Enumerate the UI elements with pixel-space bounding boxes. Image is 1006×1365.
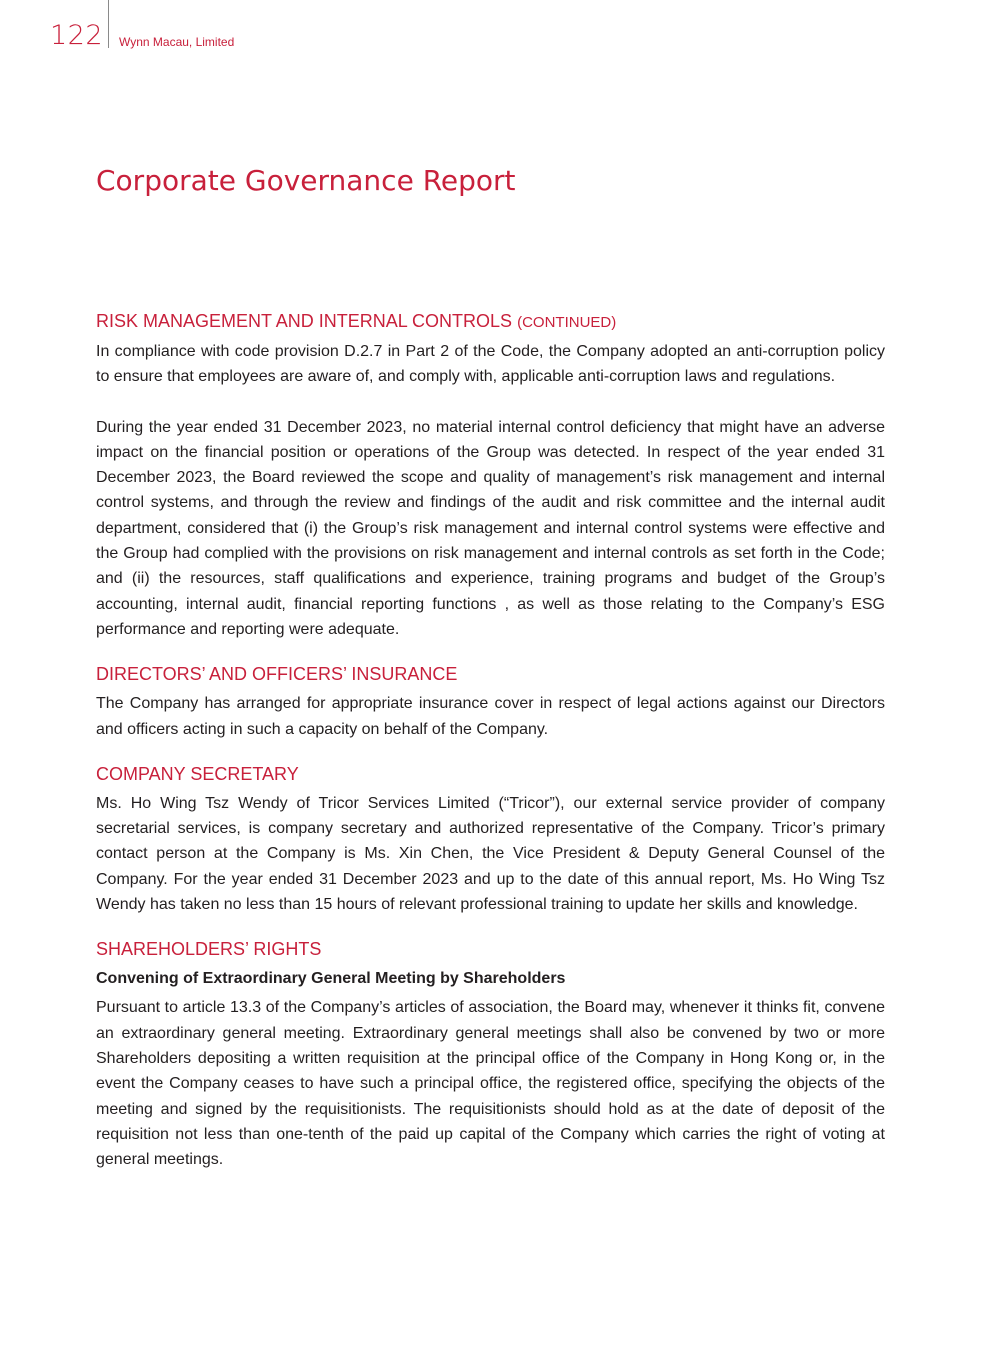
section-shareholders-rights: [96, 937, 885, 1172]
heading-text: RISK MANAGEMENT AND INTERNAL CONTROLS: [96, 311, 513, 331]
section-heading-risk-management: [96, 309, 885, 335]
paragraph-internal-control-review: During the year ended 31 December 2023, no material internal control deficiency that might have an adverse impact on the financial position or operations of the Group was detected. In respect of the year ended 31 December 2023, the Board reviewed the scope and quality of management’s risk management and internal control systems, and through the review and findings of the audit and risk committee and the internal audit department, considered that (i) the Group’s risk management and internal control systems were effective and the Group had complied with the provisions on risk management and internal controls as set forth in the Code; and (ii) the resources, staff qualifications and experience, training programs and budget of the Group’s accounting, internal audit, financial reporting functions , as well as those relating to the Company’s ESG performance and reporting were adequate.: [96, 418, 885, 638]
subheading-egm: Convening of Extraordinary General Meeting by Shareholders: [96, 970, 566, 988]
paragraph-egm: Pursuant to article 13.3 of the Company’s articles of association, the Board may, whenever it thinks fit, convene an extraordinary general meeting. Extraordinary general meetings shall also be convened by two or more Shareholders depositing a written requisition at the principal office of the Company in Hong Kong or, in the event the Company ceases to have such a principal office, the registered office, specifying the objects of the meeting and signed by the requisitionists. The requisitionists should hold as at the date of deposit of the requisition not less than one-tenth of the paid up capital of the Company which carries the right of voting at general meetings.: [96, 999, 885, 1169]
section-company-secretary: [96, 762, 885, 917]
continued-label: (CONTINUED): [517, 314, 617, 331]
paragraph-company-secretary: Ms. Ho Wing Tsz Wendy of Tricor Services Limited (“Tricor”), our external service provider of company secretarial services, is company secretary and authorized representative of the Company. Tricor’s primary contact person at the Company is Ms. Xin Chen, the Vice President & Deputy General Counsel of the Company. For the year ended 31 December 2023 and up to the date of this annual report, Ms. Ho Wing Tsz Wendy has taken no less than 15 hours of relevant professional training to update her skills and knowledge.: [96, 794, 885, 914]
report-body: [96, 309, 885, 1172]
section-risk-management: [96, 309, 885, 642]
header-divider: [108, 0, 109, 48]
paragraph-insurance: The Company has arranged for appropriate insurance cover in respect of legal actions against our Directors and officers acting in such a capacity on behalf of the Company.: [96, 695, 885, 738]
section-insurance: [96, 662, 885, 742]
company-name: Wynn Macau, Limited: [119, 35, 235, 49]
section-heading-shareholders-rights: SHAREHOLDERS’ RIGHTS: [96, 939, 322, 960]
report-title: Corporate Governance Report: [96, 164, 516, 197]
page-number: 122: [50, 20, 104, 51]
section-heading-insurance: DIRECTORS’ AND OFFICERS’ INSURANCE: [96, 664, 458, 685]
paragraph-anti-corruption: In compliance with code provision D.2.7 in Part 2 of the Code, the Company adopted an anti-corruption policy to ensure that employees are aware of, and comply with, applicable anti-corruption laws and regulations.: [96, 343, 885, 386]
section-heading-company-secretary: COMPANY SECRETARY: [96, 763, 299, 784]
